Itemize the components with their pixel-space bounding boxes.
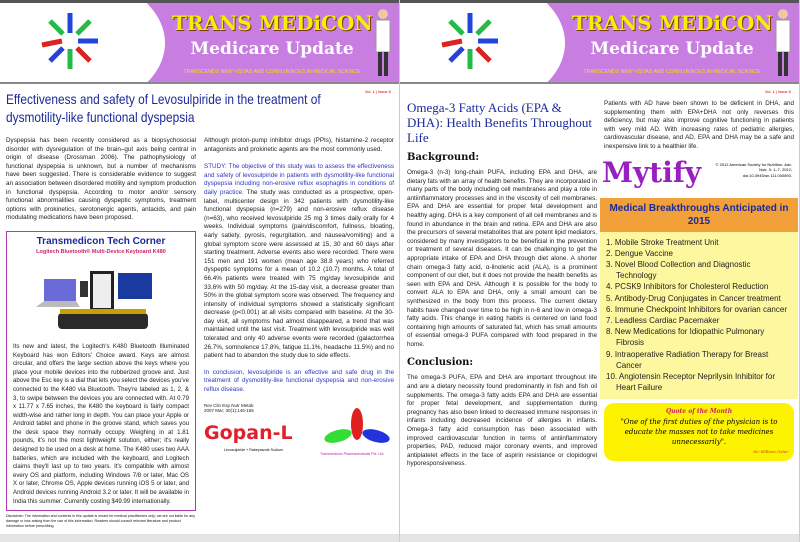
breakthrough-item: 9. Intraoperative Radiation Therapy for Breast Cancer [606,349,769,370]
masthead-subtitle: Medicare Update [590,39,754,59]
volume-label: Vol. 1 | Issue 6 [364,89,391,94]
study-body: The study was conducted as a prospective, open-label, multicenter design in 342 patients with dysmotility-like functional dyspepsia (n=279) and non-erosive reflux disease (n=63), who received levosulpiride 25 mg 3 times daily orally for 4 weeks. Individual symptoms (pain/discomfort, fullness, bloating, early satiety, pyrosis, regurgitation, and nausea/vomiting) and a global symptom score were assessed at 15, 30 and 60 days after starting treatment. Adverse events also were recorded. There were 151 men and 191 women (mean age 38.8 years) who referred dyspeptic symptoms for a mean of 10.2 (10.7) months. A total of 66.4% patients were treated with 75 mg/day levosulpiride and 33.6% with 50 mg/day. At the 15-day visit, a decrease greater than 50% in the global symptom score was observed. The frequency and intensity of individual symptoms showed a statistically significant decrease (p<0.001) at all visits compared with baseline. At the 30-day visit, all symptoms had almost disappeared, a trend that was maintained until the last visit. Treatment with levosulpiride was well tolerated and only 40 adverse events were recorded (galactorrhea 26.7%, somnolence 17.8%, fatigue 11.1%, headache 11.5%) and no patient had to abandon the study due to side effects. [204,188,394,360]
right-column [204,137,394,468]
breakthrough-item: 4. PCSK9 Inhibitors for Cholesterol Reduction [606,282,769,292]
article-title: Omega-3 Fatty Acids (EPA & DHA): Health Benefits Throughout Life [407,100,592,145]
breakthrough-item: 1. Mobile Stroke Treatment Unit [606,237,719,247]
mytify-logo: Mytify [602,155,702,189]
breakthrough-item: 3. Novel Blood Collection and Diagnostic Technology [606,259,751,281]
masthead-title: TRANS MEDiCON [572,11,773,35]
gopan-l-logo: Gopan-L [204,421,293,444]
breakthroughs-heading: Medical Breakthroughs Anticipated in 2015 [600,198,798,232]
quote-author: Sir William Osler [753,449,788,455]
left-column [6,137,196,529]
reference: Rev Clin Esp Nutr Metab 2007 Mar; 30(1):146-155 [204,402,254,414]
ad-text: Patients with AD have been shown to be deficient in DHA, and supplementing them with EPA+DHA not only reverses this deficiency, but may also improve cognitive functioning in patients with very mild AD. With increasing rates of pediatric allergies, cardiovascular disease, and AD, EPA and DHA may be a safe and inexpensive link to a healthier life. [604,100,794,150]
breakthrough-item: 7. Leadless Cardiac Pacemaker [606,315,720,325]
masthead-subtitle: Medicare Update [190,39,354,59]
tech-corner [6,231,196,511]
quote-text: "One of the first duties of the physician is to educate the masses not to take medicines unnecessarily". [620,418,778,447]
breakthrough-item: 10. Angiotensin Receptor Neprilysin Inhibitor for Heart Failure [606,372,775,393]
quote-box [604,403,794,461]
citation: © 2012 American Society for Nutrition. Adv. Nutr. 3: 1–7, 2012; doi:10.3945/an.111.000893. [715,161,792,178]
breakthroughs-box [600,198,798,400]
breakthrough-item: 8. New Medications for Idiopathic Pulmonary Fibrosis [606,327,765,348]
right-column [600,100,798,461]
breakthrough-item: 5. Antibody-Drug Conjugates in Cancer treatment [606,293,781,303]
breakthrough-item: 2. Dengue Vaccine [606,248,674,258]
breakthroughs-list [600,232,798,394]
left-column [407,150,597,469]
page-omega3 [400,0,800,542]
conclusion-paragraph: In conclusion, levosulpiride is an effective and safe drug in the treatment of dysmotility-like functional dyspepsia and non-erosive reflux disease. [204,368,394,394]
masthead [0,3,400,82]
masthead-tagline: TRANSCENDS NEW VISTAS AND CONFLUENCES IN MEDICAL SCIENCE [583,69,761,75]
doctor-illustration-icon [372,7,394,79]
logo-arrows-icon [440,11,500,71]
col2-intro: Although proton-pump inhibitor drugs (PPIs), histamine-2 receptor antagonists and prokinetic agents are the most commonly used. [204,137,394,153]
background-text: Omega-3 (n-3) long-chain PUFA, including EPA and DHA, are dietary fats with an array of health benefits. They are incorporated in many parts of the body including cell membranes and play a role in antiinflammatory processes and in the viscosity of cell membranes. EPA and DHA are essential for proper fetal development and healthy aging. DHA is a key component of all cell membranes and is found in abundance in the brain and retina. EPA and DHA are also the precursors of several metabolites that are potent lipid mediators, considered by many investigators to be beneficial in the prevention or treatment of several diseases. It can be challenging to get the appropriate intake of EPA and DHA through diet alone. A shorter chain omega-3 fatty acid, α-linolenic acid (ALA), is a prominent component of our diet, but it does not provide the health benefits as seen with EPA and DHA. Although it is possible for the body to convert ALA to EPA and DHA, only a small amount can be synthesized in the body from this process. The current dietary habits have changed over time to be high in n-6 and low in omega-3 fatty acids. This change in eating habits is centered on land food containing high amounts of saturated fat, which has small amounts of essential omega-3 PUFA compared with food prepared in the home. [407,169,597,348]
disclaimer: Disclaimer: The information and contents in this update is meant for medical practitioners only; we are not liable for any damage or loss arising from the use of this information. Readers should consult relevant literature and product information before prescribing. [6,514,196,528]
breakthrough-item: 6. Immune Checkpoint Inhibitors for ovarian cancer [606,304,787,314]
tech-corner-text: Its new and latest, the Logitech's K480 Bluetooth Illuminated Keyboard has won Editors' Choice award. Keys are almost circular, and offers the large section above the keys where you place your mobile devices into the rubberized groove and. Just above the Esc key is a dial that lets you select the devices you've connected to the K480 via Bluetooth. They're labeled as 1, 2, & 3, to swipe between the devices you are connected with. At 0.79 x 11.77 x 7.65 inches, the K480 the keyboard is fairly compact width-wise and rather long in depth. You can place your Apple or Android tablet and phone in the groove stand, which saves you the desk space they normally occupy. Weighing in at 1.81 pounds, it's not the most lightweight solution, either; it's really designed to be used on a desk at home. The K480 uses two AAA batteries, which are included with the keyboard, and Logitech claims they'll last up to two years. It's compatible with almost every OS and platform, including Windows 7/8 or later, Mac OS X or later, Chrome OS, Apple devices running iOS 5 or later, and Android devices running Android 3.2 or later. It will be available in India this summer. Currently costing $49.99 internationally. [13,342,189,505]
company-name: Transmedicon Pharmaceuticals Pvt. Ltd. [320,451,385,456]
conclusion-heading: Conclusion: [407,357,474,369]
study-lead: STUDY: The objective of this study was to assess the effectiveness and safety of levosulpiride in patients with dysmotility-like functional dyspepsia including non-erosive reflux esophagitis in conditions of daily practice. [204,163,394,196]
masthead-title: TRANS MEDiCON [172,11,373,35]
volume-label: Vol. 1 | Issue 6 [764,89,791,94]
gopan-l-caption: Levosulpiride + Rabeprazole Sodium [224,447,283,452]
masthead-2 [400,3,800,82]
masthead-tagline: TRANSCENDS NEW VISTAS AND CONFLUENCES IN MEDICAL SCIENCE [183,69,361,75]
company-logo-icon [324,408,390,448]
conclusion-text: The omega-3 PUFA, EPA and DHA are important throughout life and are a dietary necessity found predominantly in fish and fish oil supplements. The omega-3 fatty acids EPA and DHA are essential for proper fetal development, and supplementation during pregnancy has also been linked to decreased immune responses in infants including decreased incidence of allergies in infants. Omega-3 fatty acid consumption has been associated with improved cardiovascular function in terms of antiinflammatory properties, PAD, reduced major coronary events, and improved antiplatelet effects in the face of aspirin resistance or clopidogrel hyporesponsiveness. [407,374,597,468]
article-title: Effectiveness and safety of Levosulpiride in the treatment of dysmotility-like functional dyspepsia [6,91,321,125]
quote-heading: Quote of the Month [665,408,733,416]
keyboard-devices-image [36,259,166,339]
background-heading: Background: [407,152,480,163]
logo-arrows-icon [40,11,100,71]
tech-corner-title: Transmedicon Tech Corner [36,235,166,247]
intro-paragraph: Dyspepsia has been recently considered as a biopsychosocial disorder with dysregulation of the brain–gut axis being central in origin of disease (Drossman 2006). The pathophysiology of functional dyspepsia is unknown, but a number of mechanisms have been suggested. There is considerable evidence to suggest an association between disordered motility and symptom production in functional dyspepsia. According to motor and/or sensory functional abnormalities causing dyspeptic symptoms, treatment options with prokinetics, serotonergic agents, antacids, and pain modulating medications have been proposed. [6,137,196,222]
tech-corner-subtitle: Logitech Bluetooth® Multi-Device Keyboard K480 [36,248,166,255]
doctor-illustration-icon [772,7,794,79]
